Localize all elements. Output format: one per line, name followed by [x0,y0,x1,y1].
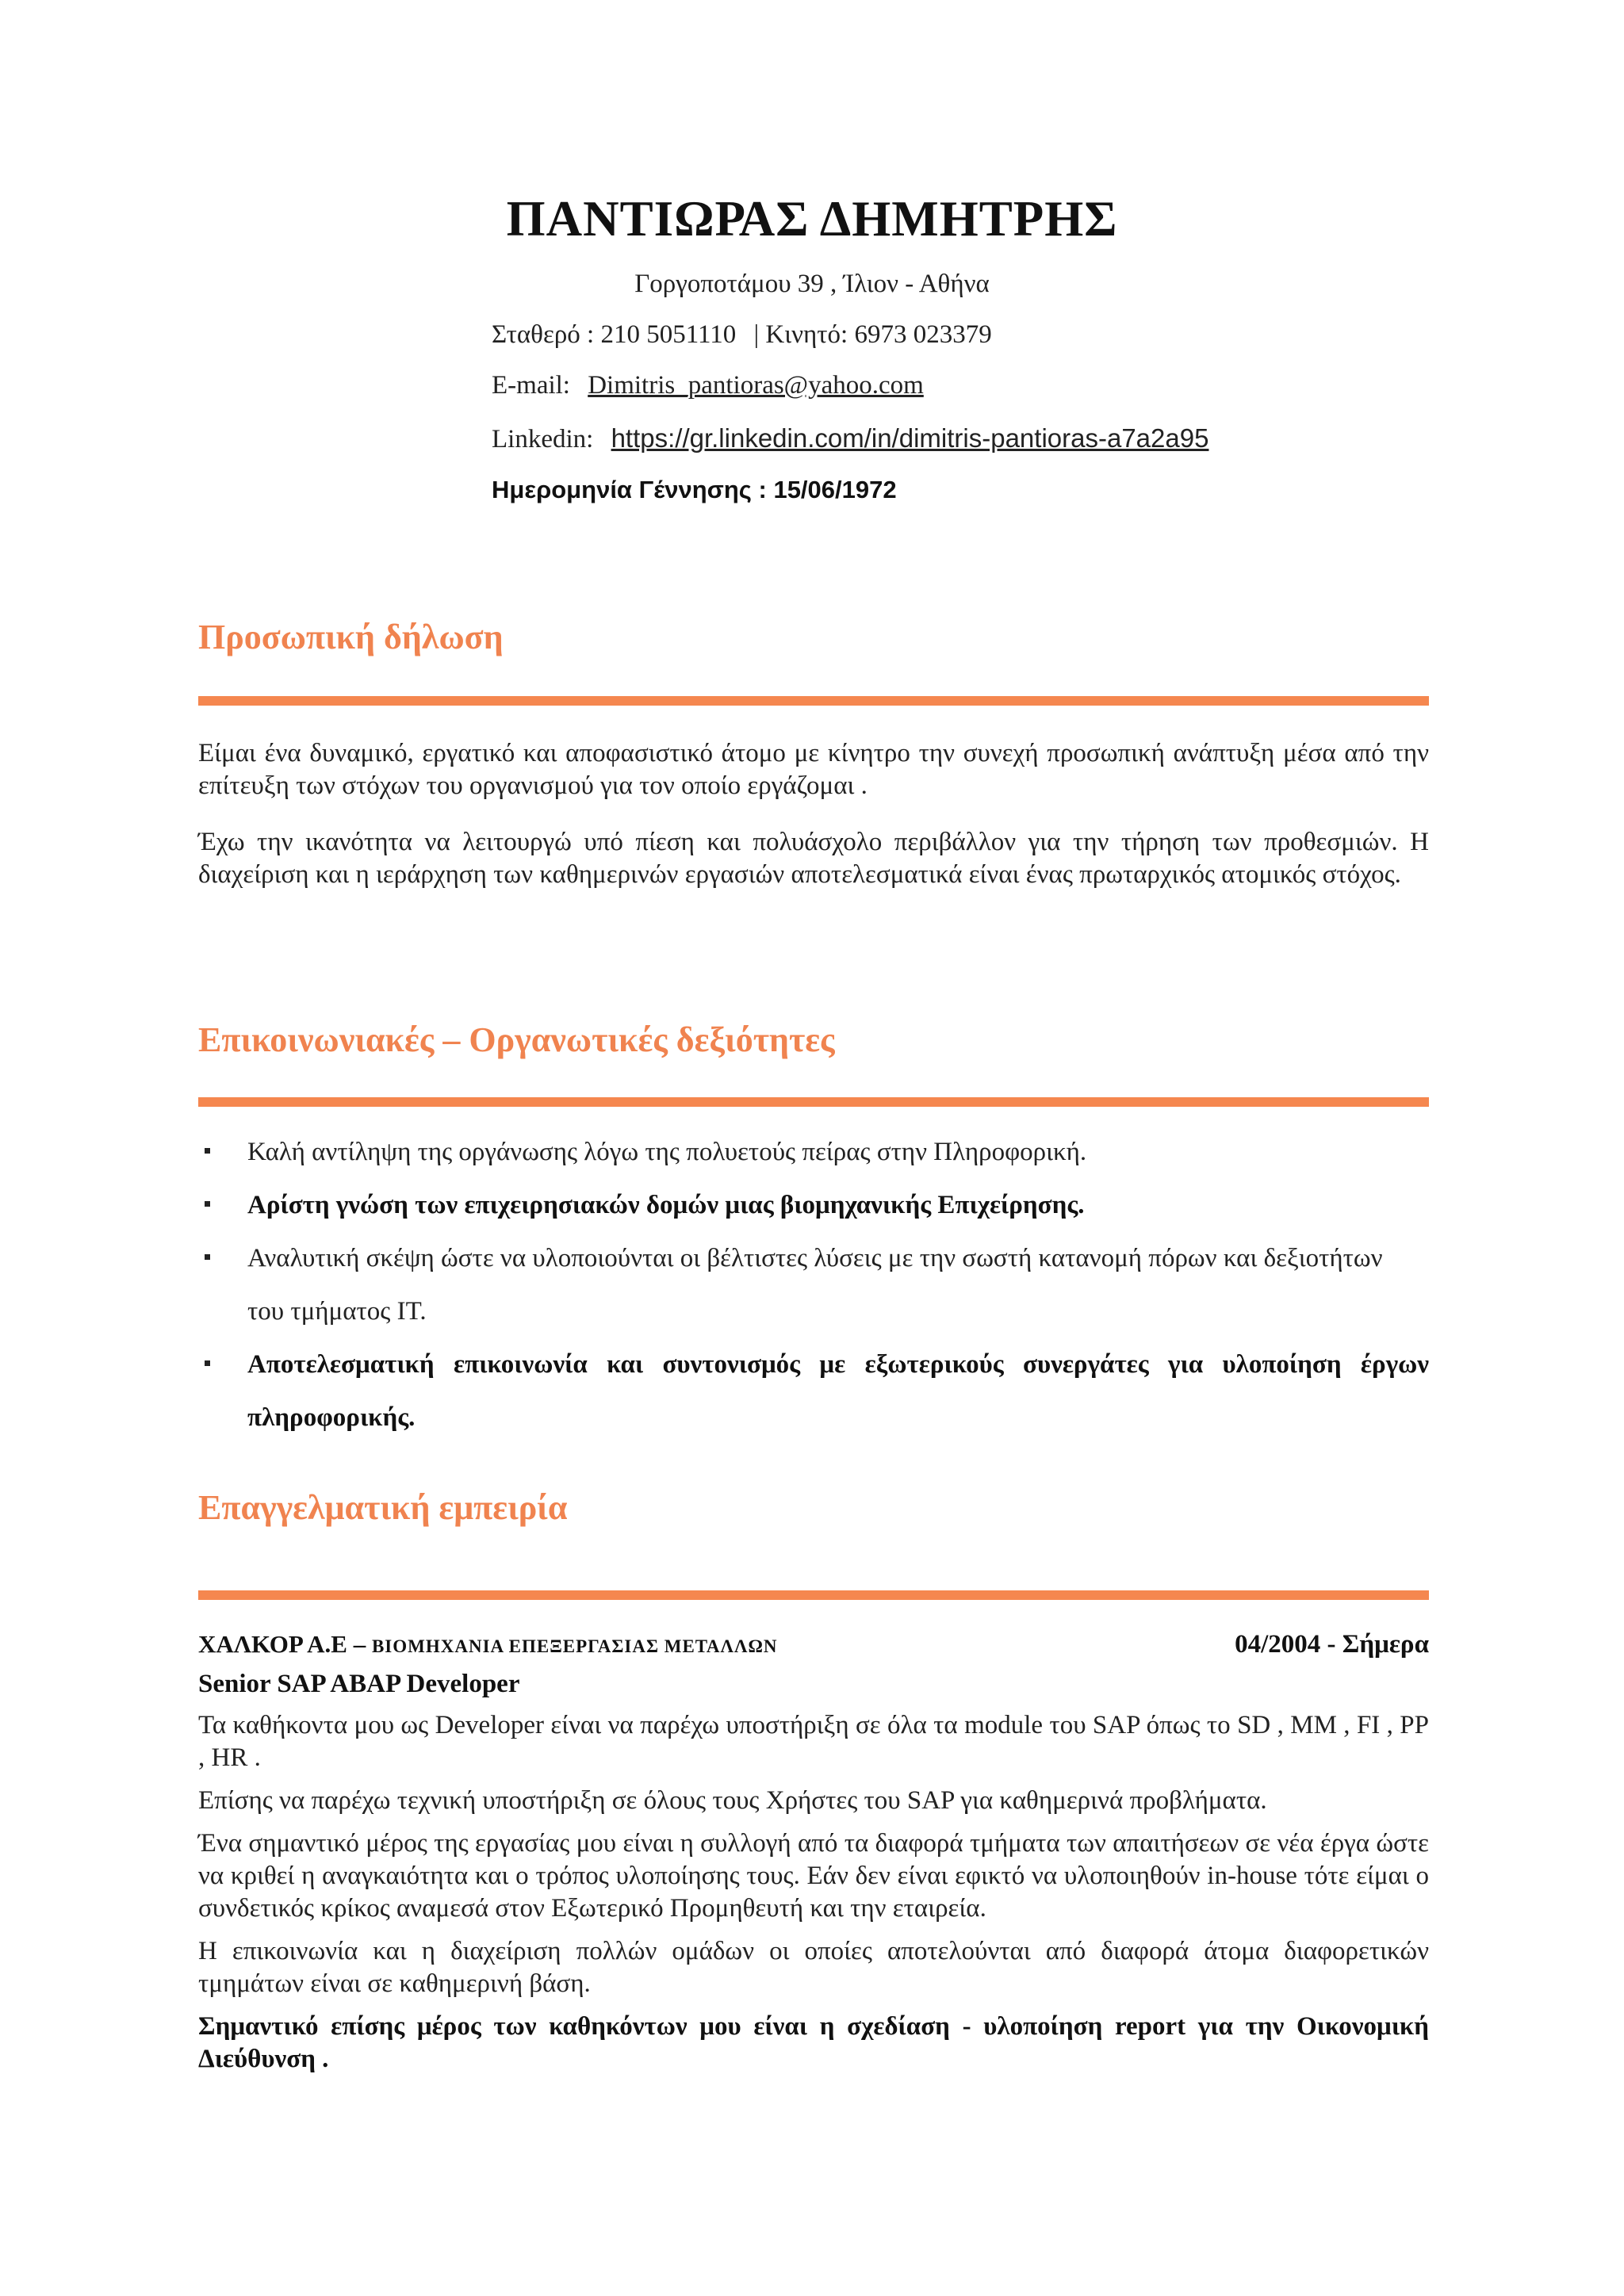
list-item: Αναλυτική σκέψη ώστε να υλοποιούνται οι βέλτιστες λύσεις με την σωστή κατανομή πόρων και δεξιοτήτων του τμήματος IT. [198,1232,1399,1338]
personal-paragraph-1: Είμαι ένα δυναμικό, εργατικό και αποφασιστικό άτομο με κίνητρο την συνεχή προσωπική ανάπτυξη μέσα από την επίτευξη των στόχων του οργανισμού για τον οποίο εργάζομαι . [198,739,1429,800]
phone-line [492,320,992,350]
job-role: Senior SAP ABAP Developer [198,1670,520,1698]
company-name: ΧΑΛΚΟΡ Α.Ε – ΒΙΟΜΗΧΑΝΙΑ ΕΠΕΞΕΡΓΑΣΙΑΣ ΜΕΤΑΛΛΩΝ [198,1630,778,1658]
mobile-number: 6973 023379 [854,320,992,349]
linkedin-link[interactable]: https://gr.linkedin.com/in/dimitris-pantioras-a7a2a95 [611,423,1209,453]
job-paragraph: Ένα σημαντικό μέρος της εργασίας μου είναι η συλλογή από τα διαφορά τμήματα των απαιτήσεων σε νέα έργα ώστε να κριθεί η αναγκαιότητα και ο τρόπος υλοποίησης τους. Εάν δεν είναι εφικτό να υλοποιηθούν in-house τότε είμαι ο συνδετικός κρίκος αναμεσά στον Εξωτερικό Προμηθευτή και την εταιρεία. [198,1829,1429,1923]
job-paragraph: Η επικοινωνία και η διαχείριση πολλών ομάδων οι οποίες αποτελούνται από διαφορά άτομα διαφορετικών τμημάτων είναι σε καθημερινή βάση. [198,1937,1429,1998]
list-item: Αρίστη γνώση των επιχειρησιακών δομών μιας βιομηχανικής Επιχείρησης. [198,1179,1429,1232]
list-item: Αποτελεσματική επικοινωνία και συντονισμός με εξωτερικούς συνεργάτες για υλοποίηση έργων πληροφορικής. [198,1338,1429,1445]
section-divider [198,1097,1429,1107]
bullet-icon [205,1360,210,1366]
bullet-icon [205,1148,210,1154]
phone-label: Σταθερό : [492,320,595,349]
job-paragraph: Επίσης να παρέχω τεχνική υποστήριξη σε όλους τους Χρήστες του SAP για καθημερινά προβλήματα. [198,1786,1267,1815]
email-link[interactable]: Dimitris_pantioras@yahoo.com [588,371,924,400]
job-paragraph: Τα καθήκοντα μου ως Developer είναι να παρέχω υποστήριξη σε όλα τα module του SAP όπως το SD , MM , FI , PP , HR . [198,1711,1429,1772]
phone-number: 210 5051110 [600,320,737,349]
bullet-icon [205,1201,210,1207]
candidate-name: ΠΑΝΤΙΩΡΑΣ ΔΗΜΗΤΡΗΣ [506,191,1118,247]
email-label: E-mail: [492,371,570,400]
section-divider [198,696,1429,706]
company-description: ΒΙΟΜΗΧΑΝΙΑ ΕΠΕΞΕΡΓΑΣΙΑΣ ΜΕΤΑΛΛΩΝ [371,1636,778,1656]
bullet-icon [205,1254,210,1260]
section-divider [198,1590,1429,1600]
job-period: 04/2004 - Σήμερα [1235,1630,1429,1659]
mobile-label: | Κινητό: [753,320,848,349]
linkedin-line [492,423,1208,454]
section-title-skills: Επικοινωνιακές – Οργανωτικές δεξιότητες [198,1020,835,1059]
address: Γοργοποτάμου 39 , Ίλιον - Αθήνα [634,270,990,298]
skills-list [198,1126,1429,1445]
email-line [492,371,924,400]
job-paragraph: Σημαντικό επίσης μέρος των καθηκόντων μου είναι η σχεδίαση - υλοποίηση report για την Οικονομική Διεύθυνση . [198,2012,1429,2073]
section-title-experience: Επαγγελματική εμπειρία [198,1488,568,1527]
section-title-personal: Προσωπική δήλωση [198,618,504,656]
job-description [198,1709,1429,2086]
list-item: Καλή αντίληψη της οργάνωσης λόγω της πολυετούς πείρας στην Πληροφορική. [198,1126,1429,1179]
date-of-birth: Ημερομηνία Γέννησης : 15/06/1972 [492,476,897,503]
job-header [198,1630,1429,1659]
linkedin-label: Linkedin: [492,425,594,453]
personal-paragraph-2: Έχω την ικανότητα να λειτουργώ υπό πίεση και πολυάσχολο περιβάλλον για την τήρηση των προθεσμιών. Η διαχείριση και η ιεράρχηση των καθημερινών εργασιών αποτελεσματικά είναι ένας πρωταρχικός ατομικός στόχος. [198,828,1429,889]
